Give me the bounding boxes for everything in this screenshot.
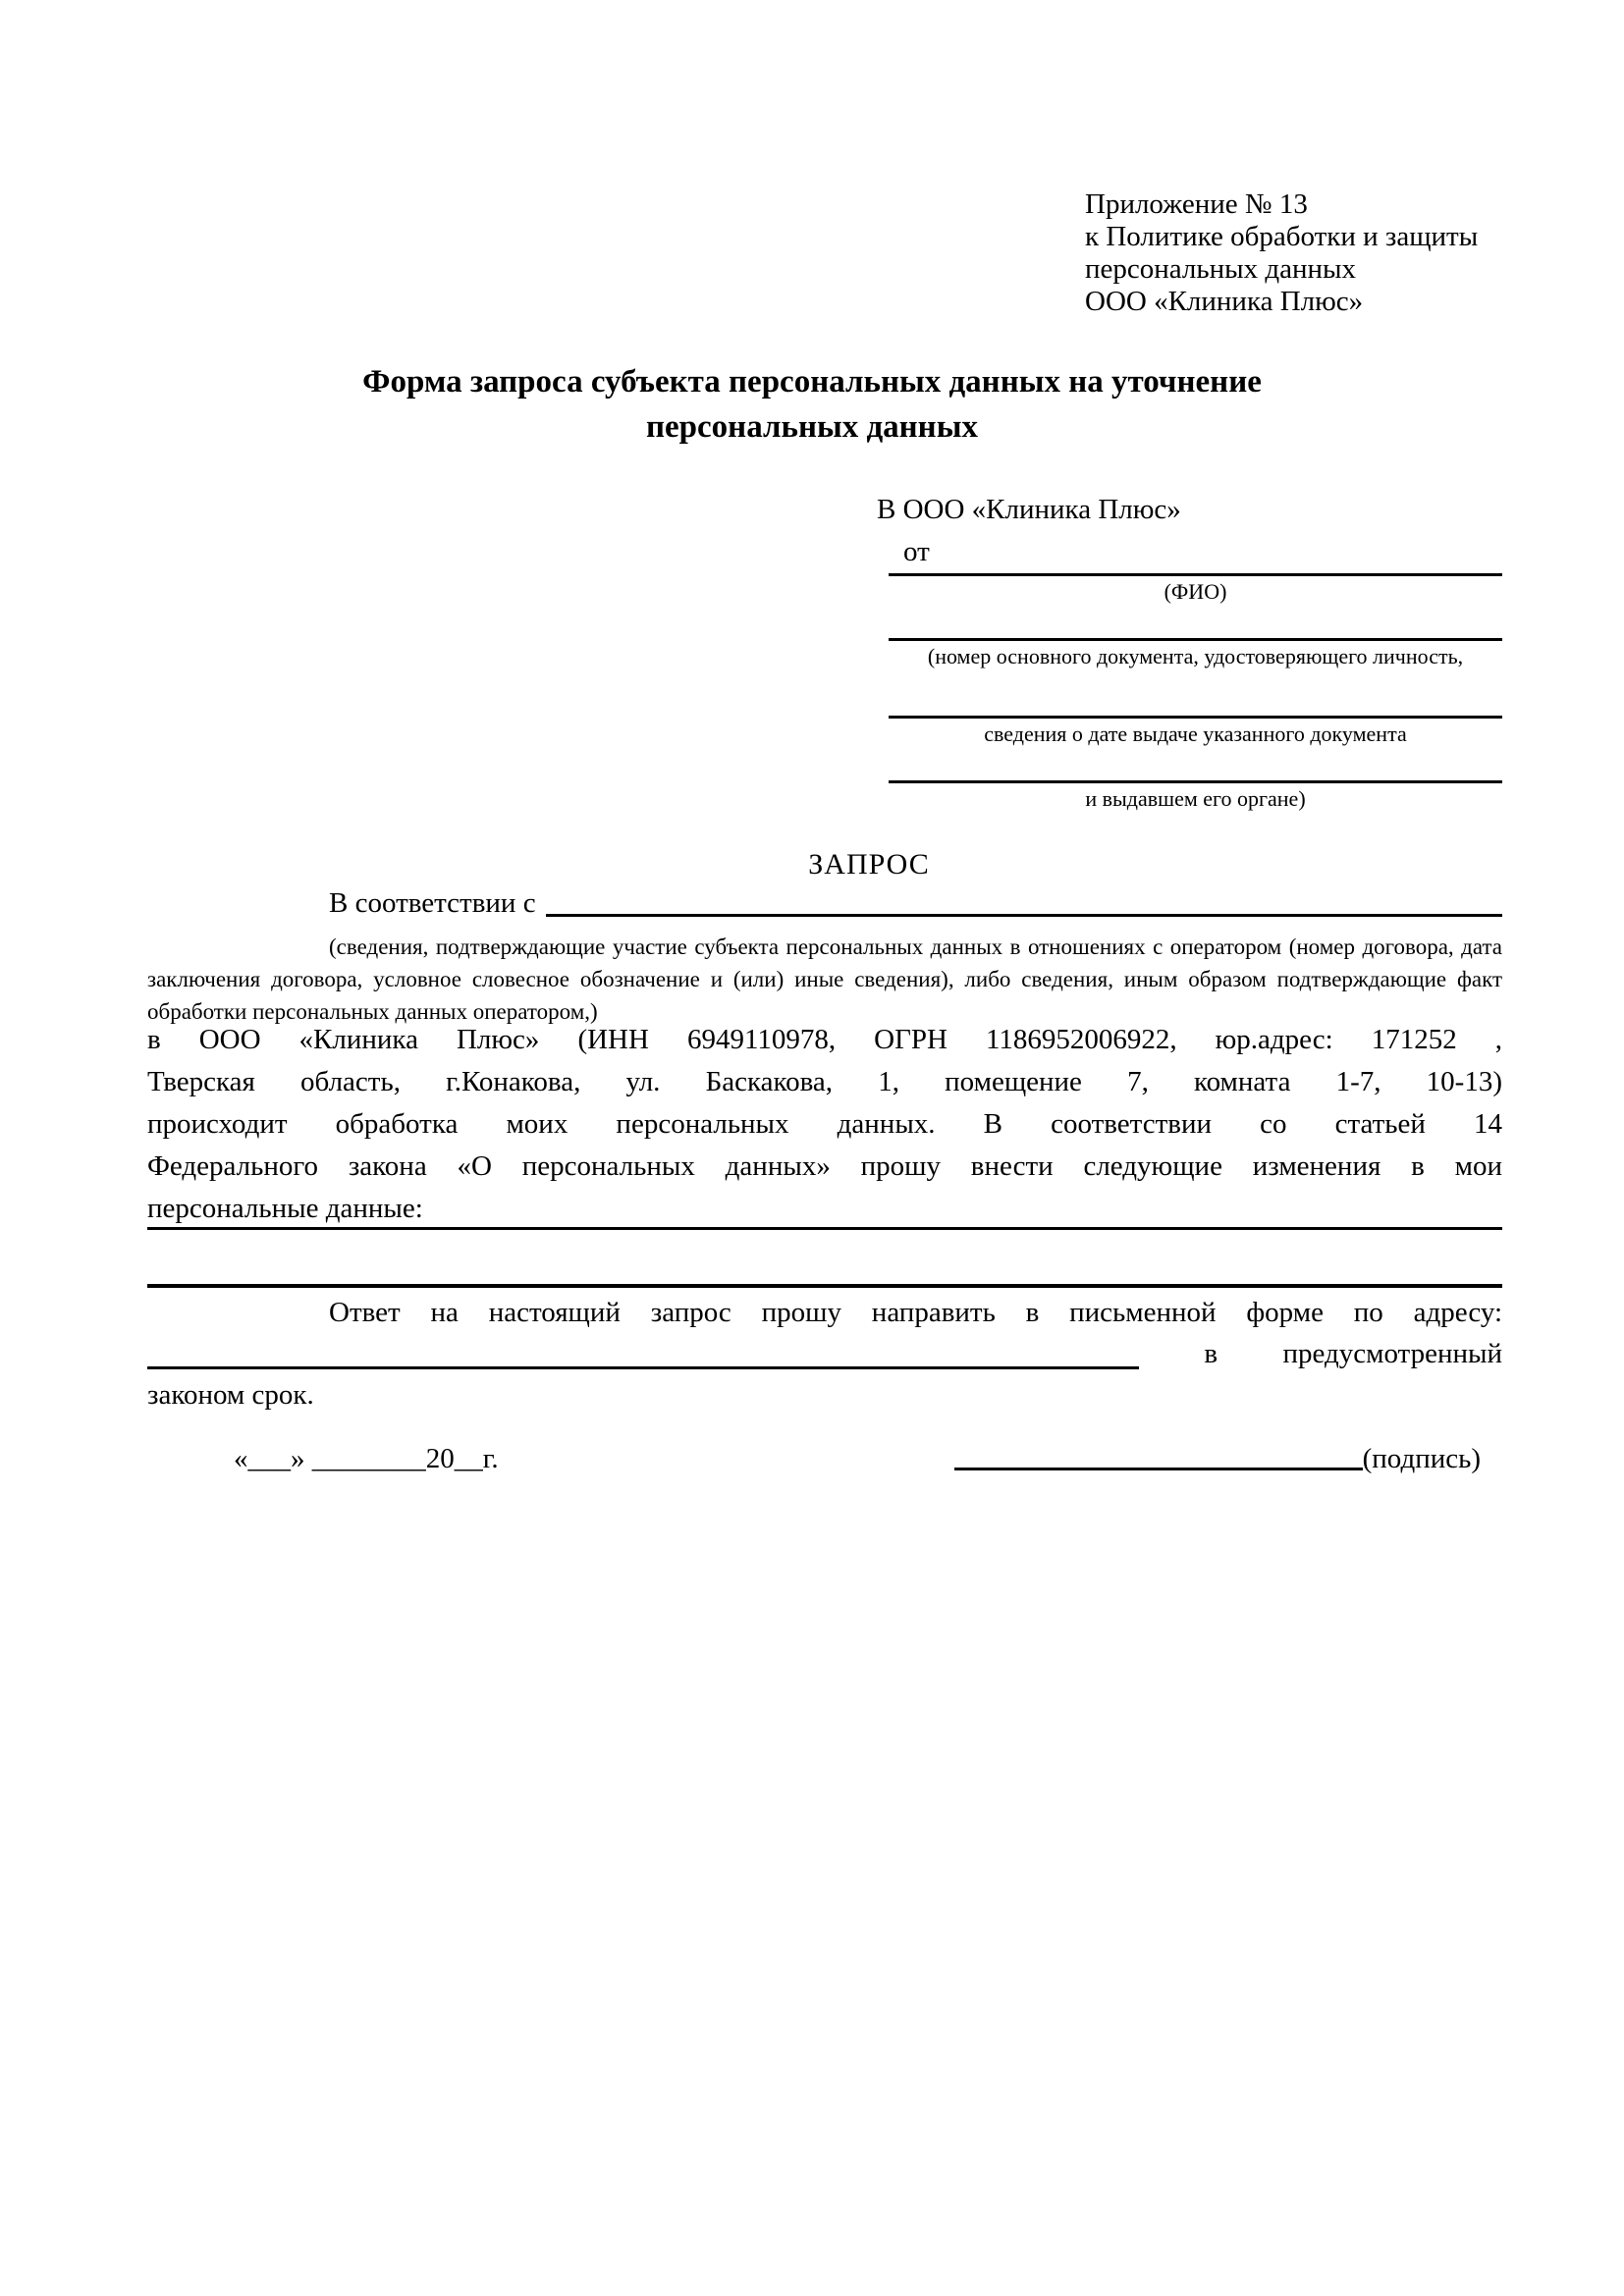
signing-row [147,1443,1502,1475]
address-blank-line [147,1365,1139,1369]
fio-blank-line [889,573,1502,576]
document-number-blank-line [889,638,1502,641]
addressee-from-label: от [903,536,930,567]
reply-line-2 [147,1333,1502,1374]
appendix-line: персональных данных [1085,253,1357,285]
appendix-line: к Политике обработки и защиты [1085,221,1479,252]
field-fio [889,573,1502,605]
document-title: Форма запроса субъекта персональных данных на уточнение персональных данных [362,364,1262,445]
intro-prefix: В соответствии с [329,887,536,919]
request-heading: ЗАПРОС [808,848,930,881]
issue-date-blank-line [889,716,1502,719]
appendix-line: ООО «Клиника Плюс» [1085,286,1364,317]
fio-field-label: (ФИО) [1164,579,1227,604]
signature-group [954,1443,1481,1475]
changes-blank-line-2 [147,1284,1502,1288]
request-body-line: в ООО «Клиника Плюс» (ИНН 6949110978, ОГРН 1186952006922, юр.адрес: 171252 , [147,1024,1502,1055]
addressee-to: В ООО «Клиника Плюс» [877,494,1181,525]
reply-line-1: Ответ на настоящий запрос прошу направить в письменной форме по адресу: [329,1297,1502,1328]
reply-paragraph [147,1292,1502,1415]
signature-blank-line [954,1467,1363,1470]
field-issue-date [889,716,1502,747]
appendix-header [1085,188,1478,318]
request-body-line: происходит обработка моих персональных данных. В соответствии со статьей 14 [147,1108,1502,1140]
reply-word-a: в [1204,1338,1218,1369]
document-number-field-label: (номер основного документа, удостоверяющего личность, [927,644,1464,668]
field-document-number [889,638,1502,669]
issue-date-field-label: сведения о дате выдаче указанного документа [984,721,1407,746]
intro-note-line: (сведения, подтверждающие участие субъекта персональных данных в отношениях с оператором (номер договора, дата [329,934,1502,959]
reply-line-3: законом срок. [147,1379,314,1411]
addressee-fields [889,573,1502,812]
changes-blank-line-1 [147,1227,1502,1230]
field-issuing-authority [889,780,1502,812]
request-body-line: Федерального закона «О персональных данных» прошу внести следующие изменения в мои [147,1150,1502,1182]
intro-blank-line [546,913,1502,917]
request-body-line: персональные данные: [147,1193,423,1224]
request-intro [147,887,1502,920]
reply-word-b: предусмотренный [1282,1338,1502,1369]
intro-note [147,931,1502,1028]
date-blank: «___» ________20__г. [234,1443,499,1474]
request-body-line: Тверская область, г.Конакова, ул. Баскакова, 1, помещение 7, комната 1-7, 10-13) [147,1066,1502,1097]
appendix-line: Приложение № 13 [1085,188,1308,220]
signature-caption: (подпись) [1362,1443,1481,1474]
request-body [147,1019,1502,1230]
issuing-authority-blank-line [889,780,1502,783]
issuing-authority-field-label: и выдавшем его органе) [1085,786,1306,811]
intro-note-line: обработки персональных данных оператором,) [147,999,598,1024]
intro-note-line: заключения договора, условное словесное обозначение и (или) иные сведения), либо сведения, иным образом подтверждающие факт [147,967,1502,991]
